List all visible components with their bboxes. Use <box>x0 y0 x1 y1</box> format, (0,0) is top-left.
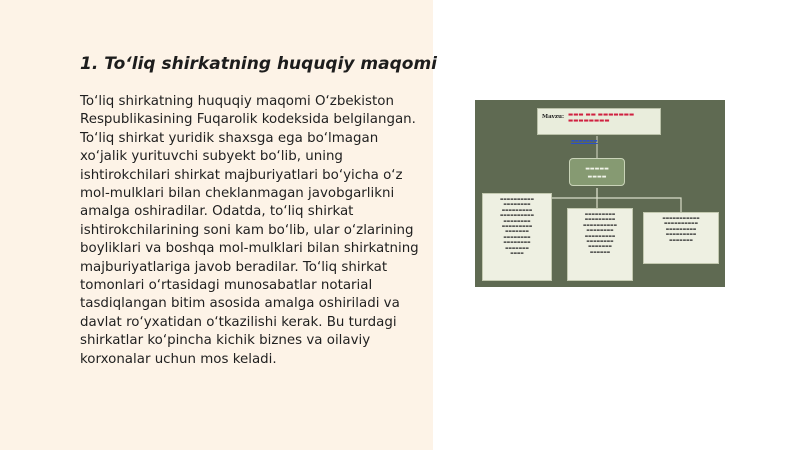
diagram-sub-link: ▬▬▬▬▬▬▬ <box>571 138 598 143</box>
diagram-topic-text: ▬▬▬ ▬▬ ▬▬▬▬▬▬▬ ▬▬▬▬▬▬▬▬ <box>568 112 635 124</box>
diagram-leaf-center: ▬▬▬▬▬▬▬▬▬ ▬▬▬▬▬▬▬▬▬ ▬▬▬▬▬▬▬▬▬▬ ▬▬▬▬▬▬▬▬ ▬▬▬▬▬▬▬▬▬ ▬▬▬▬▬▬▬▬ ▬▬▬▬▬▬▬ ▬▬▬▬▬▬ <box>567 208 633 281</box>
slide-body-text: To‘liq shirkatning huquqiy maqomi O‘zbekiston Respublikasining Fuqarolik kodeksida belgilangan. To‘liq shirkat yuridik shaxsga ega bo‘lmagan xo‘jalik yurituvchi subyekt bo‘lib, uning ishtirokchilari shirkat majburiyatlari bo‘yicha o‘z mol-mulklari bilan cheklanmagan javobgarlikni amalga oshiradilar. Odatda, to‘liq shirkat ishtirokchilarining soni kam bo‘lib, ular o‘zlarining boyliklari va boshqa mol-mulklari bilan shirkatning majburiyatlariga javob beradilar. To‘liq shirkat tomonlari o‘rtasidagi munosabatlar notarial tasdiqlangan bitim asosida amalga oshiriladi va davlat ro‘yxatidan o‘tkazilishi kerak. Bu turdagi shirkatlar ko‘pincha kichik biznes va oilaviy korxonalar uchun mos keladi. <box>80 94 419 367</box>
slide-title: 1. To‘liq shirkatning huquqiy maqomi <box>80 54 437 74</box>
diagram-leaf-left: ▬▬▬▬▬▬▬▬▬▬ ▬▬▬▬▬▬▬▬ ▬▬▬▬▬▬▬▬▬ ▬▬▬▬▬▬▬▬▬▬ ▬▬▬▬▬▬▬▬ ▬▬▬▬▬▬▬▬▬ ▬▬▬▬▬▬▬ ▬▬▬▬▬▬▬▬ ▬▬▬▬▬▬▬▬ ▬▬▬▬▬▬▬ ▬▬▬▬ <box>482 193 552 281</box>
diagram-header-label: Mavzu: <box>542 114 564 120</box>
diagram-center-box: ▬▬▬▬▬ ▬▬▬▬ <box>569 158 625 186</box>
diagram-image <box>475 100 725 287</box>
diagram-header-box <box>537 108 661 135</box>
diagram-leaf-right: ▬▬▬▬▬▬▬▬▬▬▬ ▬▬▬▬▬▬▬▬▬▬ ▬▬▬▬▬▬▬▬▬ ▬▬▬▬▬▬▬▬▬ ▬▬▬▬▬▬▬ <box>643 212 719 264</box>
